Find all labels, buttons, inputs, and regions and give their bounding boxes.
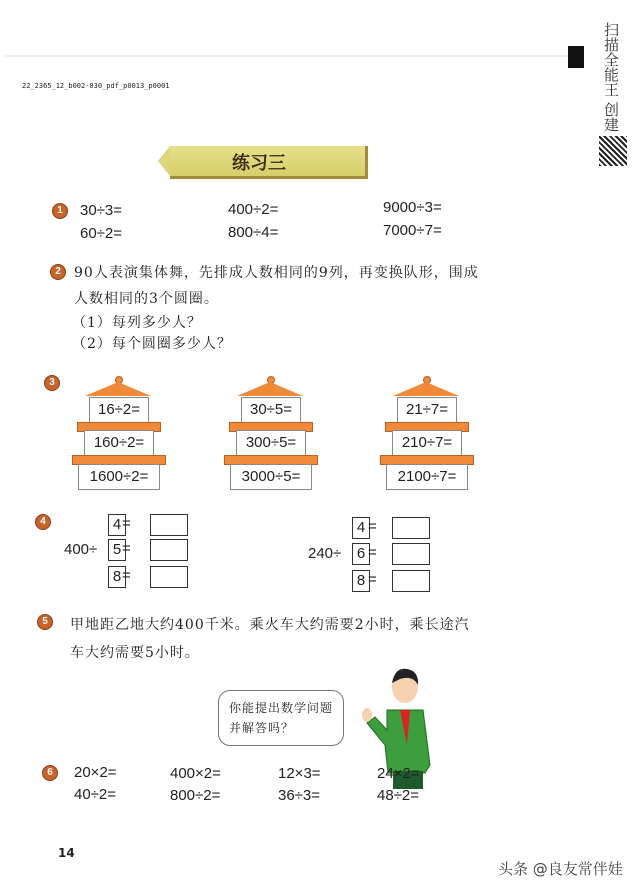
q2-sub-question-1: （1）每列多少人？ — [72, 315, 202, 331]
q4-divisor-box: 4 — [108, 514, 126, 536]
page-number: 14 — [58, 846, 75, 860]
q6-item: 40÷2= — [74, 786, 117, 803]
file-code: 22_2365_12_b002-030_pdf_p0013_p0001 — [22, 82, 170, 90]
q4-answer-box[interactable] — [150, 514, 188, 536]
q4-equals: = — [368, 544, 377, 561]
pagoda-roof — [237, 382, 303, 396]
exercise-banner — [170, 146, 368, 179]
question-number-6: 6 — [42, 765, 58, 781]
q2-text-line1: 90人表演集体舞，先排成人数相同的9列，再变换队形，围成 — [74, 265, 479, 281]
corner-mark — [568, 46, 584, 68]
pagoda-expression: 30÷5= — [241, 397, 301, 423]
q4-equals: = — [368, 518, 377, 535]
q6-item: 12×3= — [278, 765, 321, 782]
q6-item: 48÷2= — [377, 787, 420, 804]
q4-dividend: 240÷ — [308, 545, 342, 562]
q4-divisor-box: 5 — [108, 539, 126, 561]
question-number-1: 1 — [52, 203, 68, 219]
q1-item: 800÷4= — [228, 224, 279, 241]
bubble-text-line1: 你能提出数学问题 — [229, 701, 334, 715]
pagoda-roof — [85, 382, 151, 396]
q4-answer-box[interactable] — [392, 517, 430, 539]
qr-code-icon — [599, 136, 627, 166]
q5-text-line2: 车大约需要5小时。 — [70, 645, 200, 661]
q1-item: 60÷2= — [80, 225, 123, 242]
speech-bubble — [218, 690, 344, 746]
q4-answer-box[interactable] — [392, 543, 430, 565]
q2-sub-question-2: （2）每个圆圈多少人？ — [72, 336, 232, 352]
q4-answer-box[interactable] — [150, 539, 188, 561]
q6-item: 400×2= — [170, 765, 221, 782]
q4-divisor-box: 6 — [352, 543, 370, 565]
q4-equals: = — [122, 515, 131, 532]
q1-item: 7000÷7= — [383, 222, 442, 239]
question-number-2: 2 — [50, 264, 66, 280]
q1-item: 400÷2= — [228, 201, 279, 218]
q4-divisor-box: 8 — [108, 566, 126, 588]
q6-item: 24×2= — [377, 765, 420, 782]
q4-dividend: 400÷ — [64, 541, 98, 558]
exercise-title: 练习三 — [232, 153, 286, 174]
question-number-5: 5 — [37, 614, 53, 630]
q6-item: 36÷3= — [278, 787, 321, 804]
q6-item: 800÷2= — [170, 787, 221, 804]
scanner-label: 扫描全能王 创建 — [602, 22, 620, 132]
bubble-text-line2: 并解答吗？ — [229, 721, 295, 735]
pagoda-expression: 160÷2= — [84, 430, 154, 456]
q4-divisor-box: 8 — [352, 570, 370, 592]
q2-text-line2: 人数相同的3个圆圈。 — [74, 291, 219, 307]
watermark: 头条 @良友常伴娃 — [498, 860, 623, 878]
q4-equals: = — [122, 540, 131, 557]
pagoda-roof — [393, 382, 459, 396]
q4-divisor-box: 4 — [352, 517, 370, 539]
q4-answer-box[interactable] — [150, 566, 188, 588]
pagoda-expression: 16÷2= — [89, 397, 149, 423]
header-line — [5, 55, 575, 57]
pagoda-expression: 2100÷7= — [386, 464, 468, 490]
pagoda-expression: 3000÷5= — [230, 464, 312, 490]
pagoda-expression: 21÷7= — [397, 397, 457, 423]
q4-equals: = — [122, 567, 131, 584]
q4-answer-box[interactable] — [392, 570, 430, 592]
q5-text-line1: 甲地距乙地大约400千米。乘火车大约需要2小时，乘长途汽 — [70, 617, 470, 633]
question-number-3: 3 — [44, 375, 60, 391]
q1-item: 9000÷3= — [383, 199, 442, 216]
q6-item: 20×2= — [74, 764, 117, 781]
pagoda-expression: 1600÷2= — [78, 464, 160, 490]
pagoda-expression: 300÷5= — [236, 430, 306, 456]
q4-equals: = — [368, 571, 377, 588]
question-number-4: 4 — [35, 514, 51, 530]
q1-item: 30÷3= — [80, 202, 123, 219]
pagoda-expression: 210÷7= — [392, 430, 462, 456]
